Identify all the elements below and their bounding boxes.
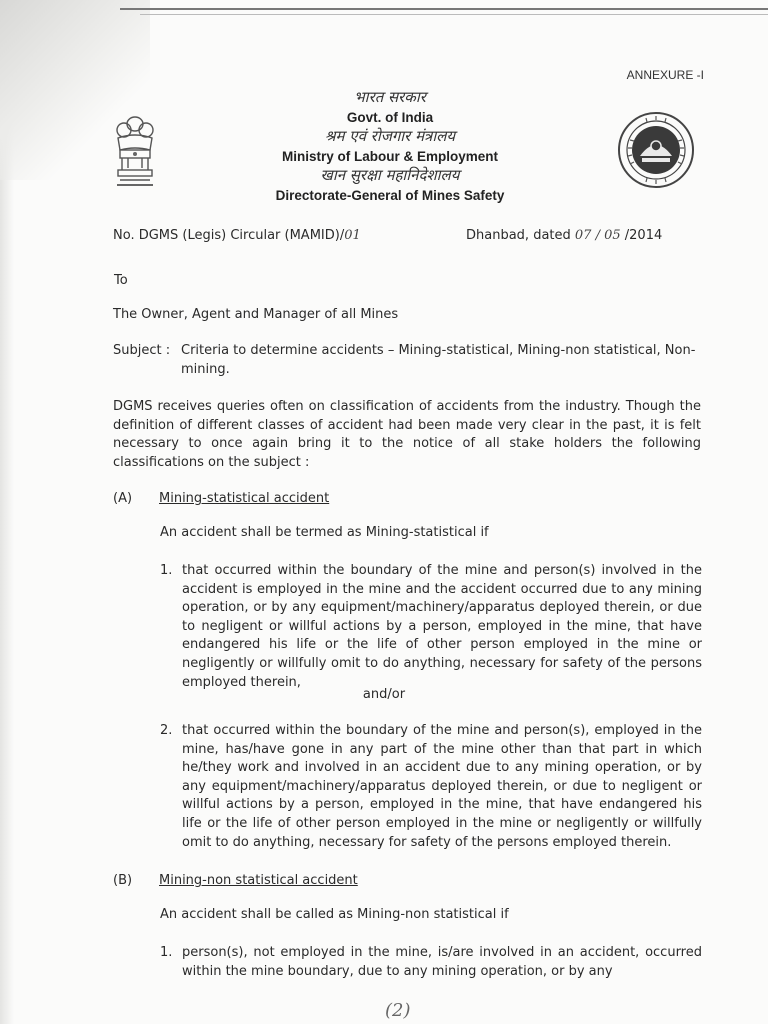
addressee: The Owner, Agent and Manager of all Mines <box>113 307 399 322</box>
letterhead-ministry: Ministry of Labour & Employment <box>281 148 498 164</box>
list-item-text: that occurred within the boundary of the mine and person(s), employed in the mine, has/have gone in any part of the mine other than that part in which he/they work and involved in an accident due to any mining operation, or by any equipment/machinery/apparatus deployed therein, or due to negligent or willful actions by a person, employed in the mine, that have endangered his life or the life of other person employed in the mine or negligently or willfully omit to do anything, necessary for safety of the persons employed therein. <box>182 723 702 850</box>
list-item-number: 1. <box>160 563 173 578</box>
section-title: Mining-statistical accident <box>159 491 330 506</box>
circular-date <box>466 228 662 243</box>
section-mark: (B) <box>113 873 133 888</box>
state-emblem-icon <box>108 110 162 194</box>
subject-label: Subject : <box>113 343 171 358</box>
page-number-handwritten: (2) <box>385 1000 411 1021</box>
list-item-number: 2. <box>160 723 173 738</box>
section-heading <box>113 490 329 509</box>
intro-paragraph: DGMS receives queries often on classification of accidents from the industry. Though the definition of different classes of accident had been made very clear in the past, it is felt necessary to once again bring it to the notice of all stake holders the following classifications on the subject : <box>113 399 701 470</box>
section-mark: (A) <box>113 491 133 506</box>
date-handwritten: 07 / 05 <box>574 228 621 243</box>
section-lead: An accident shall be termed as Mining-statistical if <box>160 525 489 540</box>
list-item-number: 1. <box>160 945 173 960</box>
list-item-text: that occurred within the boundary of the mine and person(s) involved in the accident is employed in the mine and the accident occurred due to any mining operation, or by any equipment/machinery/apparatus deployed therein, or due to negligent or willful actions by a person, employed in the mine, that have endangered his life or the life of other person employed in the mine or negligently or willfully omit to do anything, necessary for safety of the persons employed therein, <box>182 563 702 690</box>
letterhead <box>230 88 550 205</box>
letterhead-directorate: Directorate-General of Mines Safety <box>275 187 505 203</box>
annexure-label: ANNEXURE -I <box>626 68 704 82</box>
scan-edge-line-secondary <box>140 14 768 15</box>
letterhead-government: Govt. of India <box>346 109 434 125</box>
circular-number-text: No. DGMS (Legis) Circular (MAMID)/ <box>113 228 345 243</box>
date-year: /2014 <box>624 228 663 243</box>
scan-edge-line <box>120 8 768 10</box>
section-heading <box>113 872 358 891</box>
letterhead-hindi-ministry: श्रम एवं रोजगार मंत्रालय <box>324 127 456 145</box>
section-title: Mining-non statistical accident <box>159 873 358 888</box>
connector-text: and/or <box>362 687 406 702</box>
section-lead: An accident shall be called as Mining-non statistical if <box>160 907 509 922</box>
subject-text: Criteria to determine accidents – Mining-statistical, Mining-non statistical, Non-mining. <box>181 343 696 377</box>
date-label: Dhanbad, dated <box>466 228 571 243</box>
circular-number <box>113 228 361 243</box>
circular-number-handwritten: 01 <box>344 228 361 243</box>
letterhead-hindi-directorate: खान सुरक्षा महानिदेशालय <box>320 166 460 184</box>
list-item-text: person(s), not employed in the mine, is/are involved in an accident, occurred within the mine boundary, due to any mining operation, or by any <box>182 945 702 979</box>
dgms-seal-icon <box>616 110 696 190</box>
letterhead-hindi-government: भारत सरकार <box>354 88 426 106</box>
to-label: To <box>114 273 128 288</box>
